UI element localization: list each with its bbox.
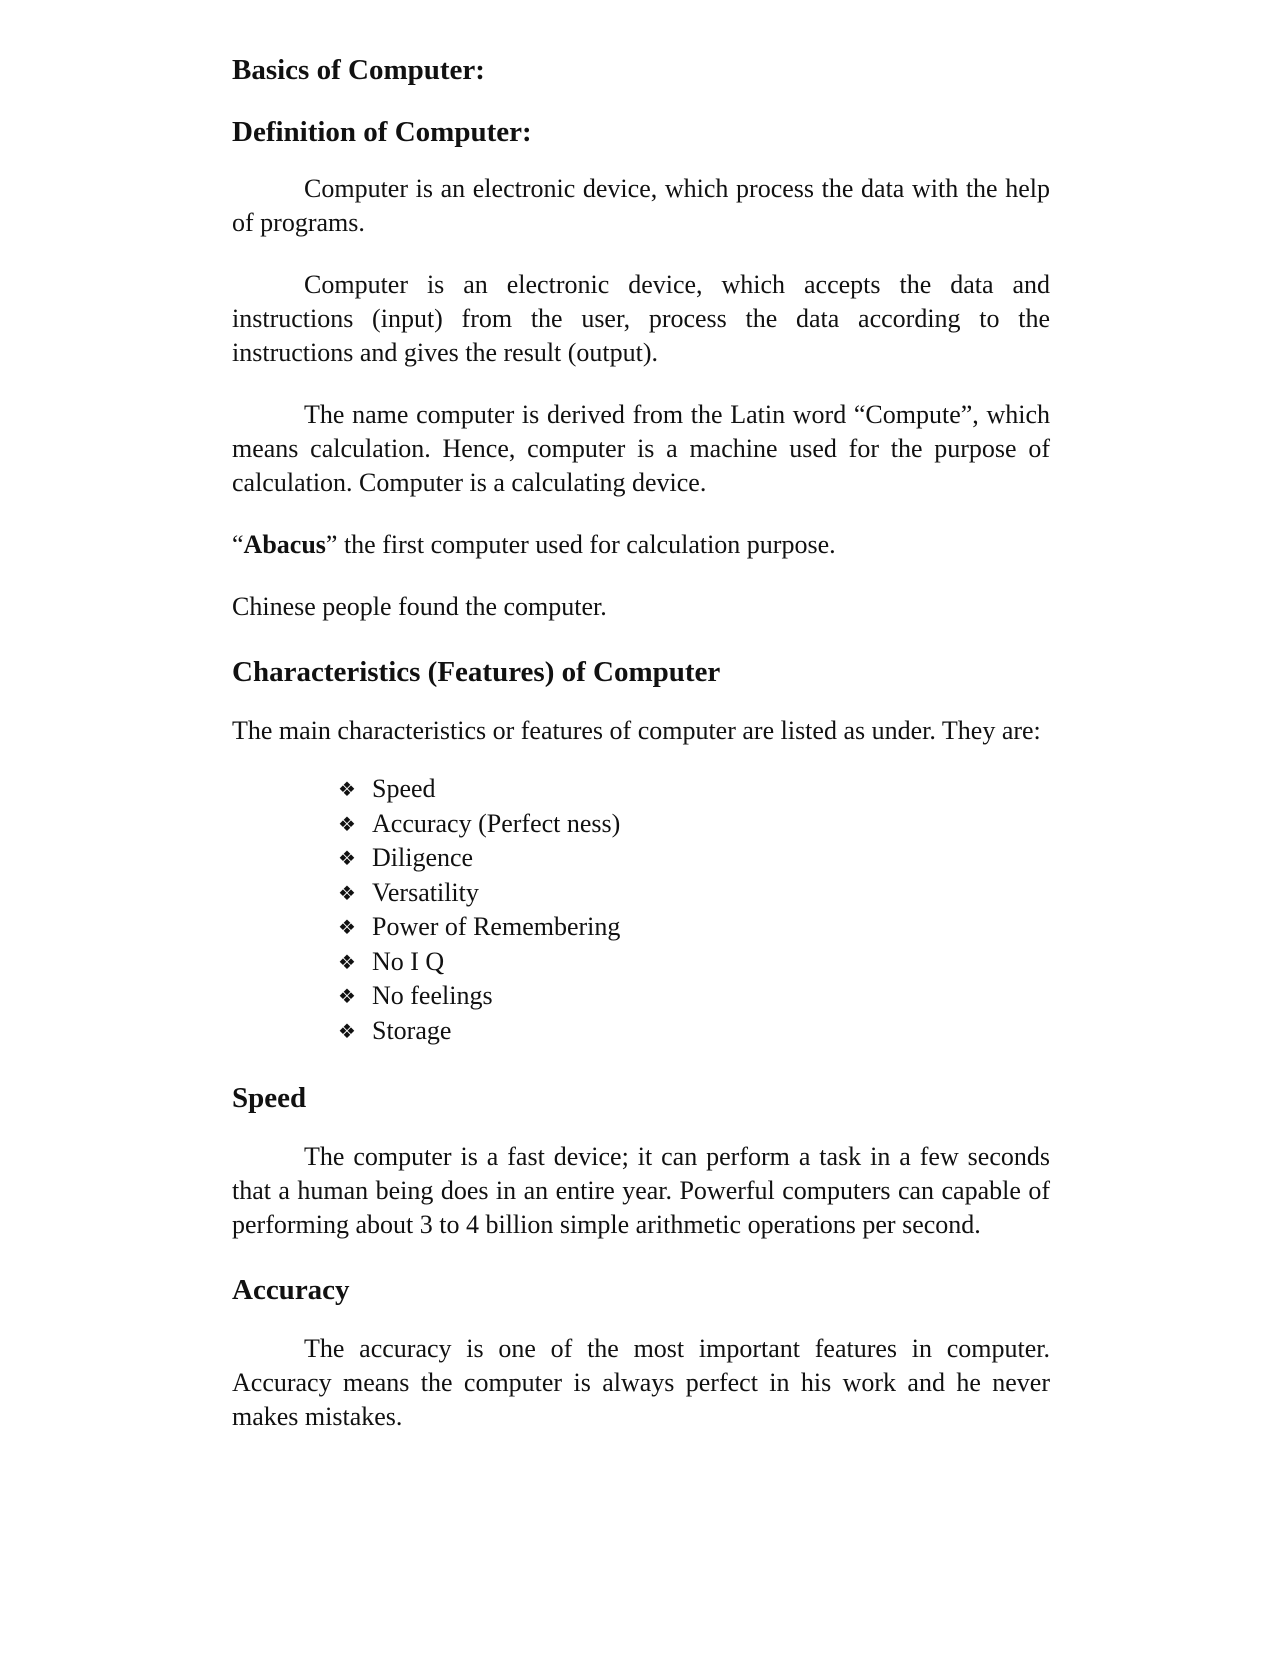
diamond-bullet-icon: ❖ <box>338 1018 356 1043</box>
list-item <box>338 841 1050 876</box>
list-item <box>338 1014 1050 1049</box>
list-item <box>338 945 1050 980</box>
abacus-line <box>232 528 1050 562</box>
diamond-bullet-icon: ❖ <box>338 846 356 870</box>
document-title: Basics of Computer: <box>232 54 485 86</box>
feature-label: No I Q <box>372 946 445 976</box>
document-page <box>232 52 1050 1434</box>
speed-paragraph: The computer is a fast device; it can perform a task in a few seconds that a human being does in an entire year. Powerful computers can capable of performing about 3 to 4 billion simple arithmetic operations per second. <box>232 1142 1050 1239</box>
chinese-line: Chinese people found the computer. <box>232 592 607 621</box>
abacus-term: Abacus <box>243 530 326 559</box>
speed-heading: Speed <box>232 1082 307 1114</box>
list-item <box>338 807 1050 842</box>
diamond-bullet-icon: ❖ <box>338 880 356 905</box>
characteristics-intro: The main characteristics or features of computer are listed as under. They are: <box>232 716 1041 745</box>
list-item <box>338 979 1050 1014</box>
definition-paragraph-3: The name computer is derived from the Latin word “Compute”, which means calculation. Hence, computer is a machine used for the purpose of calculation. Computer is a calculating device. <box>232 400 1050 497</box>
diamond-bullet-icon: ❖ <box>338 984 356 1008</box>
diamond-bullet-icon: ❖ <box>338 777 356 801</box>
feature-label: Accuracy (Perfect ness) <box>372 808 621 838</box>
feature-label: No feelings <box>372 981 493 1010</box>
feature-label: Diligence <box>372 843 474 872</box>
diamond-bullet-icon: ❖ <box>338 811 356 836</box>
feature-label: Storage <box>372 1015 452 1045</box>
features-list <box>232 772 1050 1048</box>
feature-label: Speed <box>372 774 436 803</box>
list-item <box>338 910 1050 945</box>
accuracy-heading: Accuracy <box>232 1274 350 1306</box>
list-item <box>338 772 1050 807</box>
accuracy-paragraph: The accuracy is one of the most important features in computer. Accuracy means the computer is always perfect in his work and he never makes mistakes. <box>232 1334 1050 1431</box>
diamond-bullet-icon: ❖ <box>338 949 356 974</box>
feature-label: Power of Remembering <box>372 912 621 941</box>
characteristics-heading: Characteristics (Features) of Computer <box>232 656 721 688</box>
abacus-open-quote: “ <box>232 530 244 559</box>
definition-paragraph-1: Computer is an electronic device, which process the data with the help of programs. <box>232 174 1050 237</box>
abacus-rest: ” the first computer used for calculation purpose. <box>325 530 836 559</box>
diamond-bullet-icon: ❖ <box>338 915 356 939</box>
feature-label: Versatility <box>372 877 479 907</box>
definition-paragraph-2: Computer is an electronic device, which accepts the data and instructions (input) from the user, process the data according to the instructions and gives the result (output). <box>232 270 1050 367</box>
list-item <box>338 876 1050 911</box>
definition-heading: Definition of Computer: <box>232 116 532 148</box>
